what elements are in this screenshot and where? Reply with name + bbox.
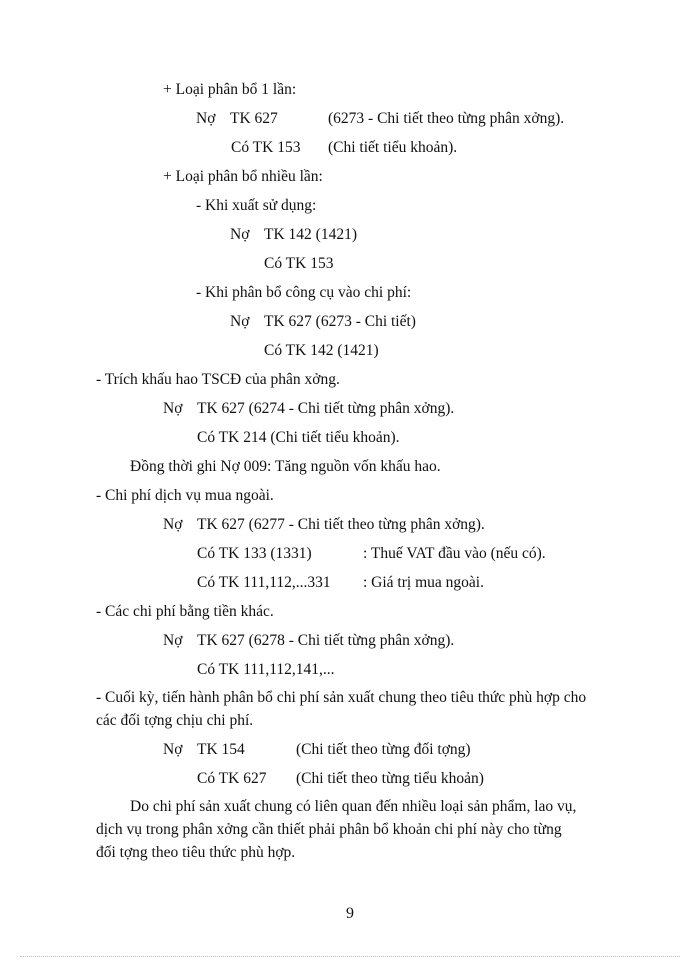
account-code: TK 627 (6277 - Chi tiết theo từng phân xởng). (197, 516, 485, 533)
debit-label: Nợ (163, 400, 183, 417)
text-line: - Các chi phí bằng tiền khác. (96, 603, 274, 620)
text-line: + Loại phân bổ 1 lần: (163, 81, 297, 98)
text-line: - Khi phân bổ công cụ vào chi phí: (196, 284, 412, 301)
debit-label: Nợ (163, 741, 183, 758)
entry-credit: Có TK 111,112,141,... (197, 661, 335, 678)
entry-credit: Có TK 153 (264, 255, 334, 272)
paragraph-line: Do chi phí sản xuất chung có liên quan đến nhiều loại sản phẩm, lao vụ, (130, 798, 577, 815)
text-line: - Chi phí dịch vụ mua ngoài. (96, 487, 274, 504)
account-detail: (Chi tiết tiểu khoản). (328, 139, 458, 156)
account-detail: : Thuế VAT đầu vào (nếu có). (363, 545, 546, 562)
credit-account: Có TK 111,112,...331 (197, 574, 331, 591)
text-line: - Trích khấu hao TSCĐ của phân xởng. (96, 371, 340, 388)
account-detail: : Giá trị mua ngoài. (363, 574, 484, 591)
account-detail: (6273 - Chi tiết theo từng phân xởng). (328, 110, 565, 127)
text-line: - Cuối kỳ, tiến hành phân bổ chi phí sản xuất chung theo tiêu thức phù hợp cho (96, 689, 587, 706)
account-code: TK 627 (6278 - Chi tiết từng phân xởng). (197, 632, 455, 649)
account-code: TK 142 (1421) (264, 226, 357, 243)
debit-label: Nợ (230, 313, 250, 330)
account-detail: (Chi tiết theo từng đối tợng) (296, 741, 471, 758)
page-number: 9 (346, 905, 354, 922)
account-code: TK 627 (230, 110, 278, 127)
credit-account: Có TK 153 (231, 139, 301, 156)
entry-credit: Có TK 142 (1421) (264, 342, 379, 359)
credit-account: Có TK 627 (197, 770, 267, 787)
paragraph-line: đối tợng theo tiêu thức phù hợp. (96, 844, 296, 861)
entry-credit: Có TK 214 (Chi tiết tiểu khoản). (197, 429, 400, 446)
credit-account: Có TK 133 (1331) (197, 545, 312, 562)
text-line: + Loại phân bổ nhiều lần: (163, 168, 323, 185)
debit-label: Nợ (230, 226, 250, 243)
page-bottom-rule (20, 956, 680, 957)
account-detail: (Chi tiết theo từng tiểu khoản) (296, 770, 484, 787)
text-line: - Khi xuất sử dụng: (196, 197, 317, 214)
account-code: TK 154 (197, 741, 245, 758)
account-code: TK 627 (6274 - Chi tiết từng phân xởng). (197, 400, 455, 417)
debit-label: Nợ (163, 516, 183, 533)
text-line: Đồng thời ghi Nợ 009: Tăng nguồn vốn khấu hao. (130, 458, 441, 475)
debit-label: Nợ (163, 632, 183, 649)
debit-label: Nợ (196, 110, 216, 127)
account-code: TK 627 (6273 - Chi tiết) (264, 313, 416, 330)
paragraph-line: dịch vụ trong phân xởng cần thiết phải phân bổ khoản chi phí này cho từng (96, 821, 562, 838)
text-line: các đối tợng chịu chi phí. (96, 712, 254, 729)
